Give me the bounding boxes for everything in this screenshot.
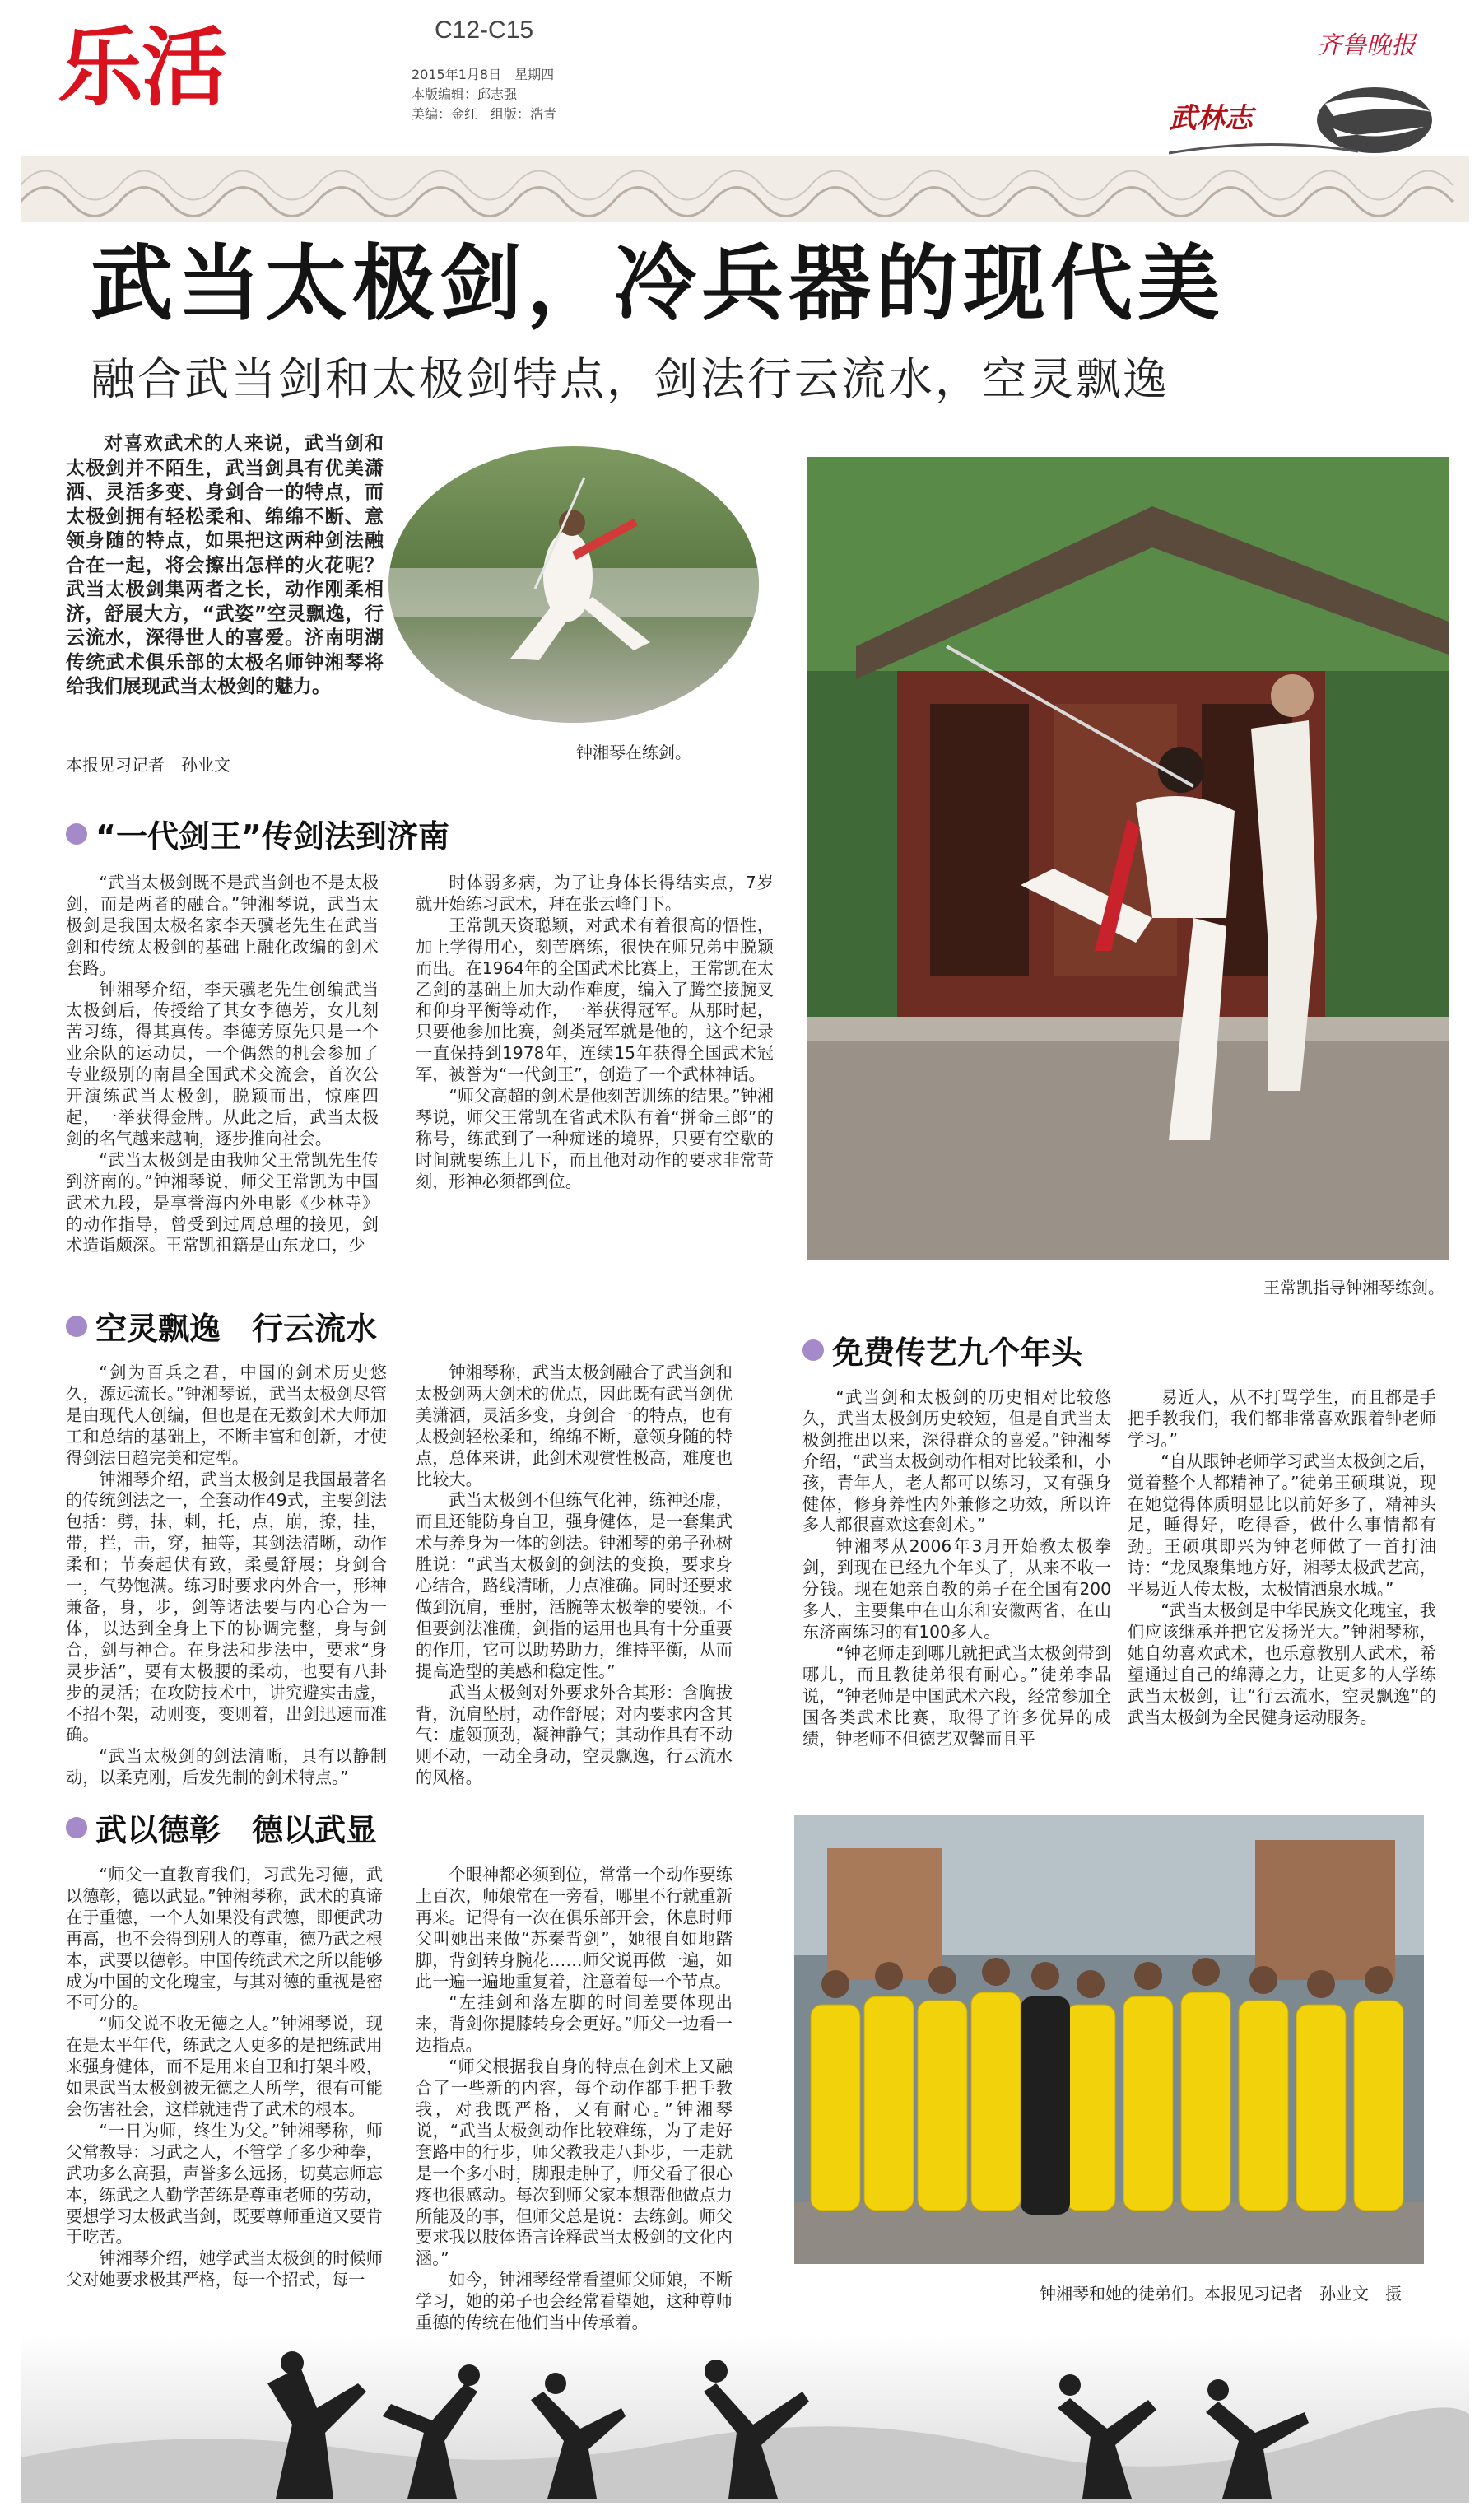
editor-line: 本版编辑：邱志强 (412, 86, 518, 102)
page-range: C12-C15 (435, 16, 534, 44)
paragraph: “师父一直教育我们，习武先习德，武以德彰，德以武显。”钟湘琴称，武术的真谛在于重德，一个人如果没有武德，即便武功再高，也不会得到别人的尊重，德乃武之根本，武要以德彰。中国传统武术之所以能够成为中国的文化瑰宝，与其对德的重视是密不可分的。 (66, 1865, 383, 2013)
decorative-cloud-band (21, 156, 1469, 222)
design-line: 美编：金红 组版：浩青 (412, 106, 557, 122)
paragraph: 钟湘琴从2006年3月开始教太极拳剑，到现在已经九个年头了，从来不收一分钱。现在她亲自教的弟子在全国有200多人，主要集中在山东和安徽两省，在山东济南练习的有100多人。 (802, 1536, 1111, 1642)
paragraph: “钟老师走到哪儿就把武当太极剑带到哪儿，而且教徒弟很有耐心。”徒弟李晶说，“钟老师是中国武术六段，经常参加全国各类武术比赛，取得了许多优异的成绩，钟老师不但德艺双馨而且平 (802, 1642, 1111, 1749)
headline: 武当太极剑，冷兵器的现代美 (91, 235, 1225, 332)
section-title-2-text: 空灵飘逸 行云流水 (95, 1311, 378, 1347)
paragraph: “师父高超的剑术是他刻苦训练的结果。”钟湘琴说，师父王常凯在省武术队有着“拼命三郎”的称号，练武到了一种痴迷的境界，只要有空歇的时间就要练上几下，而且他对动作的要求非常苛刻，形神必须都到位。 (416, 1086, 774, 1191)
section-logo: 乐活 (58, 17, 226, 118)
paragraph: 武当太极剑不但练气化神，练神还虚，而且还能防身自卫，强身健体，是一套集武术与养身为一体的剑法。钟湘琴的弟子孙树胜说：“武当太极剑的剑法的变换，要求身心结合，路线清晰，力点准确。同时还要求做到沉肩，垂肘，活腕等太极拳的要领。不但要剑法准确，剑指的运用也具有十分重要的作用，它可以助势助力，维持平衡，从而提高造型的美感和稳定性。” (416, 1490, 733, 1681)
byline: 本报见习记者 孙业文 (66, 755, 230, 775)
section-title-4-text: 免费传艺九个年头 (832, 1335, 1083, 1371)
paragraph: 时体弱多病，为了让身体长得结实点，7岁就开始练习武术，拜在张云峰门下。 (416, 873, 774, 914)
photo-group (794, 1815, 1424, 2264)
lead-paragraph: 对喜欢武术的人来说，武当剑和太极剑并不陌生，武当剑具有优美潇洒、灵活多变、身剑合一的特点，而太极剑拥有轻松柔和、绵绵不断、意领身随的特点，如果把这两种剑法融合在一起，将会擦出怎样的火花呢？武当太极剑集两者之长，动作刚柔相济，舒展大方，“武姿”空灵飘逸，行云流水，深得世人的喜爱。济南明湖传统武术俱乐部的太极名师钟湘琴将给我们展现武当太极剑的魅力。 (66, 433, 384, 697)
section-1-column-2 (416, 873, 774, 1193)
section-title-4 (802, 1327, 1082, 1372)
paragraph: 钟湘琴介绍，武当太极剑是我国最著名的传统剑法之一，全套动作49式，主要剑法包括：劈，抹，刺，托，点，崩，撩，挂，带，拦，击，穿，抽等，其剑法清晰，动作柔和；节奏起伏有致，柔曼舒展；身剑合一，气势饱满。练习时要求内外合一，形神兼备，身，步，剑等诸法要与内心合为一体，以达到全身上下的协调完整，身与剑合，剑与神合。在身法和步法中，要求“身灵步活”，要有太极腰的柔动，也要有八卦步的灵活；在攻防技术中，讲究避实击虚，不招不架，动则变，变则着，出剑迅速而准确。 (66, 1469, 387, 1745)
paragraph: “武当太极剑既不是武当剑也不是太极剑，而是两者的融合。”钟湘琴说，武当太极剑是我国太极名家李天骥老先生在武当剑和传统太极剑的基础上融化改编的剑术套路。 (66, 873, 379, 978)
paragraph: 易近人，从不打骂学生，而且都是手把手教我们，我们都非常喜欢跟着钟老师学习。” (1128, 1387, 1436, 1450)
section-bullet-icon (66, 1817, 87, 1838)
section-3-column-1 (66, 1865, 383, 2291)
photo-practice (387, 445, 761, 724)
section-bullet-icon (66, 1316, 87, 1337)
paragraph: 武当太极剑对外要求外合其形：含胸拔背，沉肩坠肘，动作舒展；对内要求内含其气：虚领顶劲，凝神静气；其动作具有不动则不动，一动全身动，空灵飘逸，行云流水的风格。 (416, 1682, 733, 1788)
martial-arts-silhouette-banner (21, 2334, 1469, 2503)
section-2-column-2 (416, 1363, 733, 1789)
paragraph: “师父根据我自身的特点在剑术上又融合了一些新的内容，每个动作都手把手教我，对我既严格，又有耐心。”钟湘琴说，“武当太极剑动作比较难练，为了走好套路中的行步，师父教我走八卦步，一走就是一个多小时，脚跟走肿了，师父看了很心疼也很感动。每次到师父家本想帮他做点力所能及的事，但师父总是说：去练剑。师父要求我以肢体语言诠释武当太极剑的文化内涵。” (416, 2057, 733, 2269)
photo-practice-caption: 钟湘琴在练剑。 (576, 743, 691, 762)
paper-logo: 齐鲁晚报 (1317, 31, 1416, 60)
section-1-column-1 (66, 873, 379, 1256)
paragraph: 钟湘琴介绍，李天骥老先生创编武当太极剑后，传授给了其女李德芳，女儿刻苦习练，得其真传。李德芳原先只是一个业余队的运动员，一个偶然的机会参加了专业级别的南昌全国武术交流会，首次公开演练武当太极剑，脱颖而出，惊座四起，一举获得金牌。从此之后，武当太极剑的名气越来越响，逐步推向社会。 (66, 979, 379, 1148)
section-title-2 (66, 1303, 377, 1349)
paragraph: 钟湘琴介绍，她学武当太极剑的时候师父对她要求极其严格，每一个招式，每一 (66, 2248, 383, 2290)
paragraph: “左挂剑和落左脚的时间差要体现出来，背剑你提膝转身会更好。”师父一边看一边指点。 (416, 1992, 733, 2056)
column-logo (1169, 79, 1440, 161)
photo-group-caption: 钟湘琴和她的徒弟们。本报见习记者 孙业文 摄 (1040, 2284, 1402, 2304)
subheadline: 融合武当剑和太极剑特点，剑法行云流水，空灵飘逸 (91, 353, 1170, 405)
photo-master-guiding (807, 457, 1449, 1260)
paragraph: “武当太极剑是中华民族文化瑰宝，我们应该继承并把它发扬光大。”钟湘琴称，她自幼喜欢武术，也乐意教别人武术，希望通过自己的绵薄之力，让更多的人学练武当太极剑，让“行云流水，空灵飘逸”的武当太极剑为全民健身运动服务。 (1128, 1600, 1436, 1727)
martial-arts-silhouette-icon (21, 2334, 1469, 2503)
paragraph: 王常凯天资聪颖，对武术有着很高的悟性，加上学得用心，刻苦磨练，很快在师兄弟中脱颖而出。在1964年的全国武术比赛上，王常凯在太乙剑的基础上加大动作难度，编入了腾空接腕叉和仰身平衡等动作，一举获得冠军。从那时起，只要他参加比赛，剑类冠军就是他的，这个纪录一直保持到1978年，连续15年获得全国武术冠军，被誉为“一代剑王”，创造了一个武林神话。 (416, 915, 774, 1085)
date-line: 2015年1月8日 星期四 (412, 67, 555, 82)
paragraph: “武当太极剑的剑法清晰，具有以静制动，以柔克刚，后发先制的剑术特点。” (66, 1746, 387, 1788)
section-4-column-1 (802, 1387, 1111, 1749)
paragraph: 个眼神都必须到位，常常一个动作要练上百次，师娘常在一旁看，哪里不行就重新再来。记得有一次在俱乐部开会，休息时师父叫她出来做“苏秦背剑”，她很自如地踏脚，背剑转身腕花……师父说再做一遍，如此一遍一遍地重复着，注意着每一个节点。 (416, 1865, 733, 1992)
paragraph: “武当剑和太极剑的历史相对比较悠久，武当太极剑历史较短，但是自武当太极剑推出以来，深得群众的喜爱。”钟湘琴介绍，“武当太极剑动作相对比较柔和，小孩，青年人，老人都可以练习，又有强身健体，修身养性内外兼修之功效，所以许多人都很喜欢这套剑术。” (802, 1387, 1111, 1535)
paragraph: “师父说不收无德之人。”钟湘琴说，现在是太平年代，练武之人更多的是把练武用来强身健体，而不是用来自卫和打架斗殴，如果武当太极剑被无德之人所学，很有可能会伤害社会，这样就违背了武术的根本。 (66, 2014, 383, 2119)
section-bullet-icon (66, 823, 87, 845)
paragraph: “武当太极剑是由我师父王常凯先生传到济南的。”钟湘琴说，师父王常凯为中国武术九段，是享誉海内外电影《少林寺》的动作指导，曾受到过周总理的接见，剑术造诣颇深。王常凯祖籍是山东龙口，少 (66, 1149, 379, 1256)
photo-master-caption: 王常凯指导钟湘琴练剑。 (1263, 1278, 1444, 1297)
paragraph: “一日为师，终生为父。”钟湘琴称，师父常教导：习武之人，不管学了多少种拳，武功多么高强，声誉多么远扬，切莫忘师忘本，练武之人勤学苦练是尊重老师的劳动，要想学习太极武当剑，既要尊师重道又要肯于吃苦。 (66, 2120, 383, 2248)
paragraph: “剑为百兵之君，中国的剑术历史悠久，源远流长。”钟湘琴说，武当太极剑尽管是由现代人创编，但也是在无数剑术大师加工和总结的基础上，不断丰富和创新，才使得剑法日趋完美和定型。 (66, 1363, 387, 1468)
section-title-3-text: 武以德彰 德以武显 (95, 1812, 378, 1848)
paragraph: 如今，钟湘琴经常看望师父师娘，不断学习，她的弟子也会经常看望她，这种尊师重德的传统在他们当中传承着。 (416, 2270, 733, 2333)
section-title-1 (66, 811, 449, 856)
paragraph: 钟湘琴称，武当太极剑融合了武当剑和太极剑两大剑术的优点，因此既有武当剑优美潇洒，灵活多变，身剑合一的特点，也有太极剑轻松柔和，绵绵不断，意领身随的特点，总体来讲，此剑术观赏性极高，难度也比较大。 (416, 1363, 733, 1489)
section-2-column-1 (66, 1363, 387, 1789)
section-4-column-2 (1128, 1387, 1436, 1729)
section-title-3 (66, 1805, 377, 1850)
paragraph: “自从跟钟老师学习武当太极剑之后，觉着整个人都精神了。”徒弟王硕琪说，现在她觉得体质明显比以前好多了，精神头足，睡得好，吃得香，做什么事情都有劲。王硕琪即兴为钟老师做了一首打油诗：“龙凤聚集地方好，湘琴太极武艺高，平易近人传太极，太极情洒泉水城。” (1128, 1451, 1436, 1600)
section-title-1-text: “一代剑王”传剑法到济南 (95, 818, 449, 855)
section-3-column-2 (416, 1865, 733, 2334)
column-logo-text: 武林志 (1169, 102, 1253, 135)
section-bullet-icon (802, 1339, 824, 1361)
